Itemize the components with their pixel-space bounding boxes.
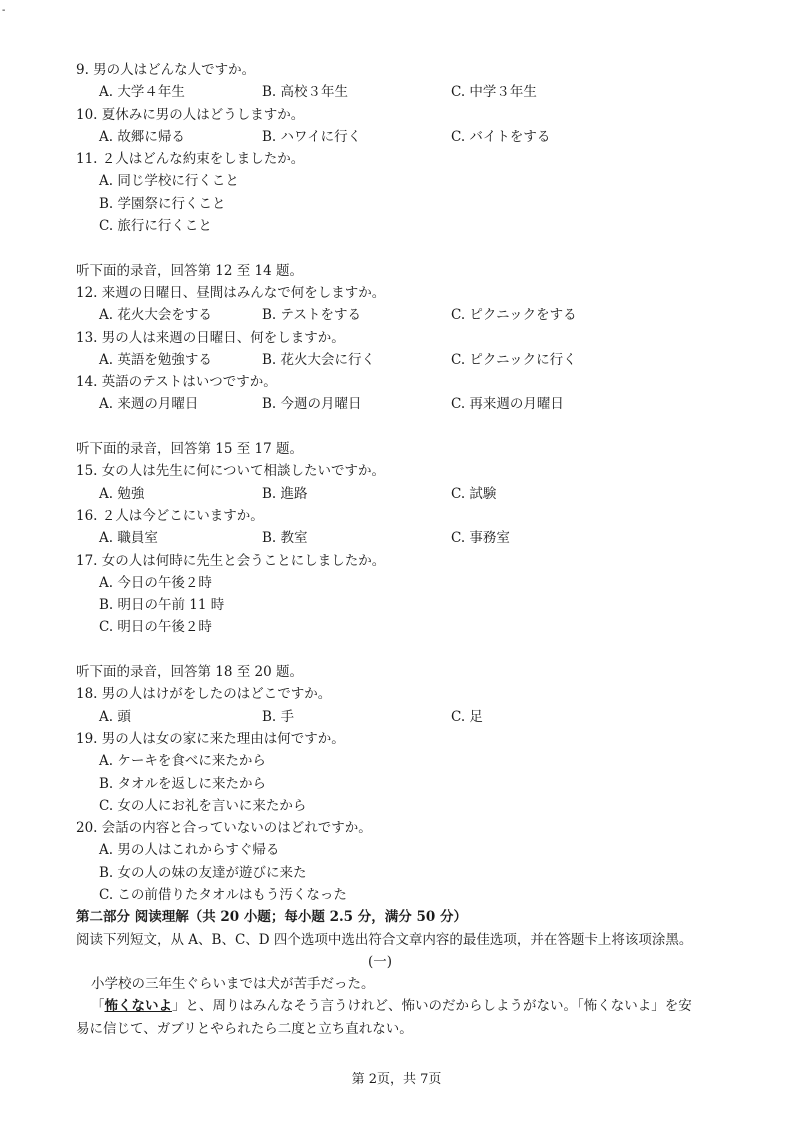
option-a: A. 職員室 bbox=[99, 530, 158, 547]
passage-number: (一) bbox=[368, 953, 393, 970]
option-a: A. 今日の午後２時 bbox=[99, 574, 212, 591]
question-stem: 10. 夏休みに男の人はどうしますか。 bbox=[76, 106, 305, 123]
option-a: A. 故郷に帰る bbox=[99, 128, 185, 145]
listening-instruction: 听下面的录音，回答第 15 至 17 题。 bbox=[76, 441, 304, 458]
quote-open: 「 bbox=[91, 998, 105, 1015]
question-stem: 13. 男の人は来週の日曜日、何をしますか。 bbox=[76, 329, 345, 346]
option-c: C. 女の人にお礼を言いに来たから bbox=[99, 797, 307, 814]
page-content bbox=[76, 59, 736, 1040]
section-heading: 第二部分 阅读理解（共 20 小题；每小题 2.5 分，满分 50 分） bbox=[76, 909, 467, 926]
option-b: B. 明日の午前 11 時 bbox=[99, 597, 225, 614]
option-row bbox=[76, 527, 736, 549]
option-row bbox=[76, 349, 736, 371]
question-stem: 19. 男の人は女の家に来た理由は何ですか。 bbox=[76, 730, 345, 747]
question-stem: 18. 男の人はけがをしたのはどこですか。 bbox=[76, 686, 332, 703]
option-c: C. 再来週の月曜日 bbox=[451, 396, 564, 413]
option-c: C. 明日の午後２時 bbox=[99, 619, 212, 636]
option-row bbox=[76, 304, 736, 326]
corner-mark: - bbox=[2, 5, 6, 16]
paragraph-text: 」と、周りはみんなそう言うけれど、怖いのだからしようがない。「怖くないよ」を安 bbox=[172, 998, 692, 1015]
option-row bbox=[76, 81, 736, 103]
passage-paragraph: 易に信じて、ガブリとやられたら二度と立ち直れない。 bbox=[76, 1020, 413, 1037]
option-a: A. 頭 bbox=[99, 708, 131, 725]
question-stem: 17. 女の人は何時に先生と会うことにしましたか。 bbox=[76, 552, 386, 569]
question-stem: 15. 女の人は先生に何について相談したいですか。 bbox=[76, 463, 385, 480]
option-b: B. 教室 bbox=[262, 530, 308, 547]
page-footer: 第 2页，共 7页 bbox=[351, 1072, 442, 1087]
option-a: A. 来週の月曜日 bbox=[99, 396, 199, 413]
underlined-phrase: 怖くないよ bbox=[104, 998, 172, 1015]
question-stem: 9. 男の人はどんな人ですか。 bbox=[76, 62, 256, 78]
passage-number-row bbox=[76, 951, 736, 973]
option-a: A. 同じ学校に行くこと bbox=[99, 173, 239, 190]
question-stem: 12. 来週の日曜日、昼間はみんなで何をしますか。 bbox=[76, 284, 386, 301]
reading-instruction: 阅读下列短文，从 A、B、C、D 四个选项中选出符合文章内容的最佳选项，并在答题卡上将该项涂黑。 bbox=[76, 931, 693, 948]
option-b: B. ハワイに行く bbox=[262, 128, 362, 145]
option-c: C. 中学３年生 bbox=[451, 84, 537, 101]
option-c: C. 試験 bbox=[451, 485, 497, 502]
option-a: A. 英語を勉強する bbox=[99, 351, 212, 368]
question-stem: 16. ２人は今どこにいますか。 bbox=[76, 507, 264, 524]
option-c: C. バイトをする bbox=[451, 128, 551, 145]
option-c: C. 足 bbox=[451, 708, 483, 725]
option-a: A. 男の人はこれからすぐ帰る bbox=[99, 842, 280, 859]
listening-instruction: 听下面的录音，回答第 18 至 20 题。 bbox=[76, 664, 304, 681]
passage-paragraph: 小学校の三年生ぐらいまでは犬が苦手だった。 bbox=[91, 976, 375, 993]
option-row bbox=[76, 483, 736, 505]
option-c: C. 旅行に行くこと bbox=[99, 218, 212, 235]
question-stem: 20. 会話の内容と合っていないのはどれですか。 bbox=[76, 820, 372, 837]
option-c: C. 事務室 bbox=[451, 530, 510, 547]
option-b: B. 手 bbox=[262, 708, 295, 725]
option-b: B. 進路 bbox=[262, 485, 308, 502]
option-row bbox=[76, 706, 736, 728]
option-a: A. 大学４年生 bbox=[99, 84, 185, 101]
option-c: C. ピクニックをする bbox=[451, 307, 577, 324]
option-b: B. タオルを返しに来たから bbox=[99, 775, 267, 792]
passage-paragraph bbox=[76, 995, 736, 1017]
option-a: A. ケーキを食べに来たから bbox=[99, 753, 266, 770]
option-b: B. テストをする bbox=[262, 307, 361, 324]
option-b: B. 女の人の妹の友達が遊びに来た bbox=[99, 864, 307, 881]
option-c: C. この前借りたタオルはもう汚くなった bbox=[99, 886, 347, 903]
option-a: A. 花火大会をする bbox=[99, 307, 212, 324]
option-a: A. 勉強 bbox=[99, 485, 145, 502]
listening-instruction: 听下面的录音，回答第 12 至 14 题。 bbox=[76, 262, 304, 279]
option-row bbox=[76, 393, 736, 415]
option-b: B. 高校３年生 bbox=[262, 84, 349, 101]
option-row bbox=[76, 126, 736, 148]
question-stem: 11. ２人はどんな約束をしましたか。 bbox=[76, 151, 305, 168]
question-stem: 14. 英語のテストはいつですか。 bbox=[76, 374, 277, 391]
option-b: B. 花火大会に行く bbox=[262, 351, 376, 368]
option-b: B. 今週の月曜日 bbox=[262, 396, 362, 413]
option-b: B. 学園祭に行くこと bbox=[99, 195, 226, 212]
option-c: C. ピクニックに行く bbox=[451, 351, 577, 368]
